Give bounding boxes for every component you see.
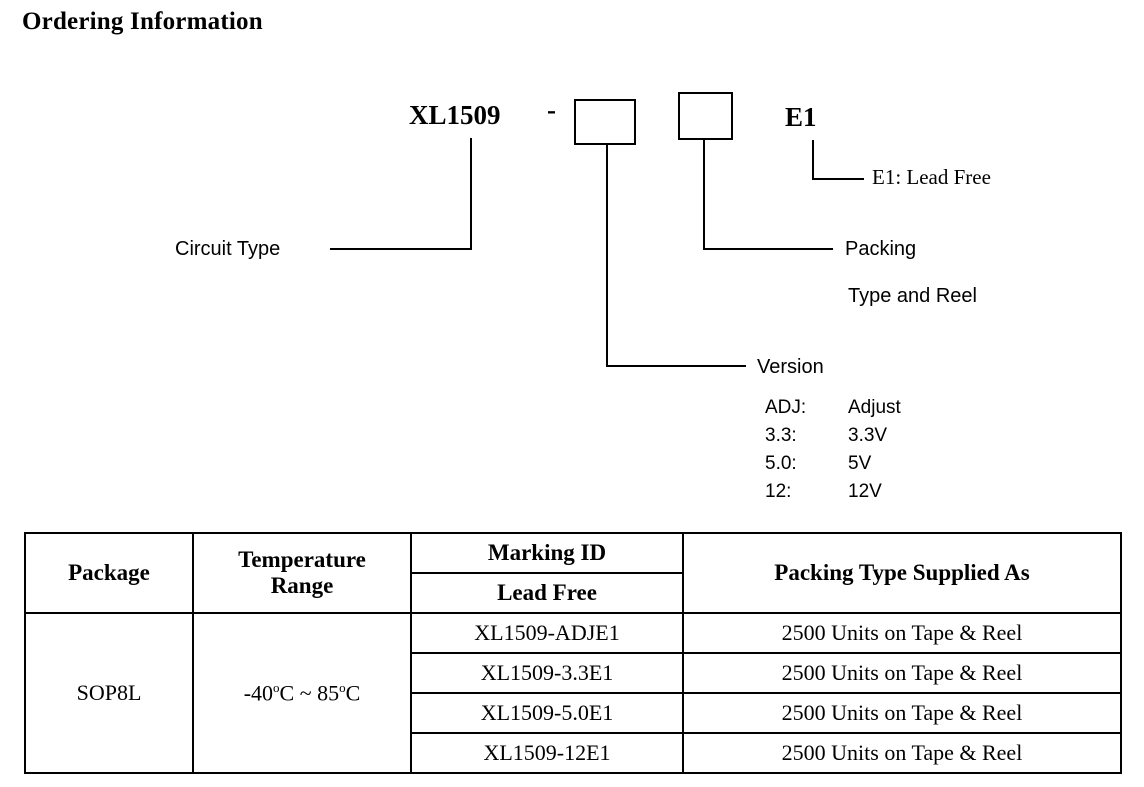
- version-box: [574, 99, 636, 145]
- part-number-dash: -: [547, 95, 556, 125]
- leader-line-version-vertical: [606, 145, 608, 367]
- cell-packing: 2500 Units on Tape & Reel: [683, 653, 1121, 693]
- cell-packing: 2500 Units on Tape & Reel: [683, 613, 1121, 653]
- header-temperature-range: [193, 533, 411, 613]
- header-marking-id: Marking ID: [411, 533, 683, 573]
- leader-line-circuit-type-vertical: [470, 138, 472, 250]
- header-package: Package: [25, 533, 193, 613]
- page-title: Ordering Information: [22, 8, 263, 35]
- part-number-base-label: XL1509: [409, 100, 501, 130]
- leader-line-lead-free-horizontal: [812, 178, 864, 180]
- degree-symbol: o: [273, 679, 280, 695]
- version-option-value: 12V: [848, 481, 882, 502]
- temperature-prefix: -40: [243, 680, 274, 706]
- leader-line-packing-horizontal: [703, 248, 833, 250]
- packing-label: Packing: [845, 238, 917, 260]
- cell-packing: 2500 Units on Tape & Reel: [683, 693, 1121, 733]
- temperature-suffix: C: [345, 680, 361, 706]
- packing-box: [678, 92, 733, 140]
- header-temperature-range-line1: Temperature: [238, 547, 366, 572]
- cell-marking-id: XL1509-5.0E1: [411, 693, 683, 733]
- cell-packing: 2500 Units on Tape & Reel: [683, 733, 1121, 773]
- version-option-code: 12:: [765, 481, 792, 502]
- cell-marking-id: XL1509-ADJE1: [411, 613, 683, 653]
- version-option-value: 5V: [848, 453, 872, 474]
- version-option-value: 3.3V: [848, 425, 888, 446]
- cell-package: SOP8L: [25, 613, 193, 773]
- lead-free-suffix-label: E1: [785, 102, 817, 132]
- leader-line-lead-free-vertical: [812, 140, 814, 180]
- leader-line-version-horizontal: [606, 365, 746, 367]
- circuit-type-label: Circuit Type: [175, 238, 281, 260]
- version-option-code: ADJ:: [765, 397, 807, 418]
- leader-line-circuit-type-horizontal: [330, 248, 472, 250]
- lead-free-note: E1: Lead Free: [872, 165, 991, 189]
- version-option-code: 3.3:: [765, 425, 797, 446]
- header-lead-free: Lead Free: [411, 573, 683, 613]
- temperature-mid: C ~ 85: [279, 680, 340, 706]
- version-option-code: 5.0:: [765, 453, 797, 474]
- degree-symbol: o: [339, 679, 346, 695]
- version-label: Version: [757, 356, 824, 378]
- table-row: [25, 613, 1121, 653]
- ordering-part-number-diagram: [0, 60, 1144, 520]
- cell-temperature-range: [193, 613, 411, 773]
- cell-marking-id: XL1509-3.3E1: [411, 653, 683, 693]
- header-temperature-range-line2: Range: [270, 573, 334, 598]
- leader-line-packing-vertical: [703, 140, 705, 250]
- version-option-value: Adjust: [848, 397, 901, 418]
- ordering-information-table: [24, 532, 1122, 774]
- cell-marking-id: XL1509-12E1: [411, 733, 683, 773]
- table-header-row: [25, 533, 1121, 573]
- type-and-reel-label: Type and Reel: [848, 285, 977, 307]
- header-packing-type: Packing Type Supplied As: [683, 533, 1121, 613]
